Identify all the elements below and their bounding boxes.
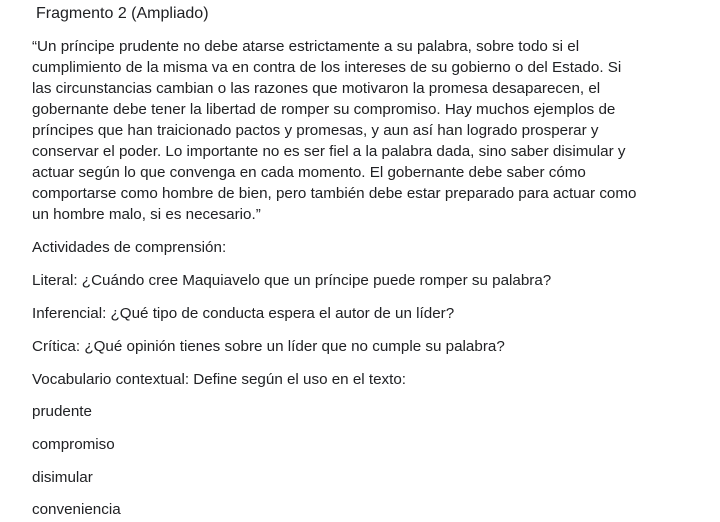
quote-line: príncipes que han traicionado pactos y promesas, y aun así han logrado prosperar y xyxy=(32,122,599,139)
quote-line: gobernante debe tener la libertad de romper su compromiso. Hay muchos ejemplos de xyxy=(32,101,616,118)
document-title: Fragmento 2 (Ampliado) xyxy=(36,5,209,22)
question-literal: Literal: ¿Cuándo cree Maquiavelo que un príncipe puede romper su palabra? xyxy=(32,272,552,289)
question-critical: Crítica: ¿Qué opinión tienes sobre un líder que no cumple su palabra? xyxy=(32,338,505,355)
quote-line: actuar según lo que convenga en cada momento. El gobernante debe saber cómo xyxy=(32,164,586,181)
quote-paragraph xyxy=(32,36,692,225)
quote-line: las circunstancias cambian o las razones que motivaron la promesa desaparecen, el xyxy=(32,80,601,97)
vocabulary-item: disimular xyxy=(32,469,93,486)
activities-heading: Actividades de comprensión: xyxy=(32,239,227,256)
quote-line: conservar el poder. Lo importante no es ser fiel a la palabra dada, sino saber disimular y xyxy=(32,143,626,160)
vocabulary-item: prudente xyxy=(32,403,92,420)
quote-line: comportarse como hombre de bien, pero también debe estar preparado para actuar como xyxy=(32,185,637,202)
question-inferential: Inferencial: ¿Qué tipo de conducta espera el autor de un líder? xyxy=(32,305,455,322)
quote-line: un hombre malo, si es necesario.” xyxy=(32,206,261,223)
quote-line: cumplimiento de la misma va en contra de los intereses de su gobierno o del Estado. Si xyxy=(32,59,622,76)
vocabulary-item: conveniencia xyxy=(32,501,121,518)
question-vocabulary: Vocabulario contextual: Define según el uso en el texto: xyxy=(32,371,407,388)
quote-line: “Un príncipe prudente no debe atarse estrictamente a su palabra, sobre todo si el xyxy=(32,38,580,55)
vocabulary-item: compromiso xyxy=(32,436,115,453)
